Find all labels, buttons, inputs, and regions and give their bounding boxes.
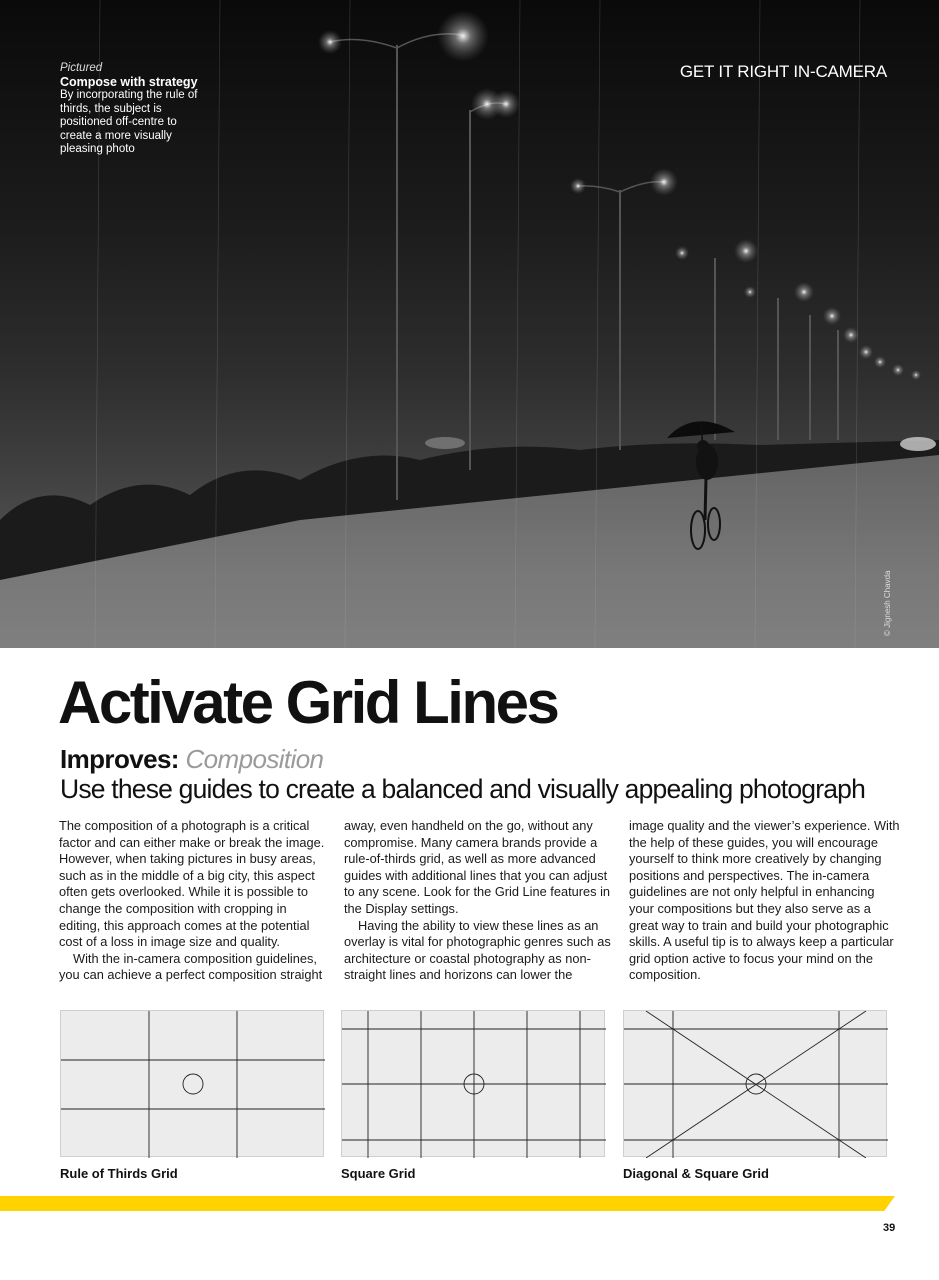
rule-of-thirds-grid-diagram bbox=[60, 1010, 324, 1157]
caption-text: By incorporating the rule of thirds, the subject is positioned off-centre to create a more visually pleasing photo bbox=[60, 89, 198, 155]
rule-of-thirds-grid-lines bbox=[61, 1011, 325, 1158]
paragraph: Having the ability to view these lines as an overlay is vital for photographic genres such as architecture or coastal photography as non-straight lines and horizons can lower the bbox=[344, 917, 611, 983]
grid-label-diagonal-square: Diagonal & Square Grid bbox=[623, 1166, 769, 1181]
square-grid-diagram bbox=[341, 1010, 605, 1157]
improves-value: Composition bbox=[185, 744, 324, 774]
section-label: GET IT RIGHT IN-CAMERA bbox=[679, 62, 887, 81]
accent-stripe bbox=[0, 1196, 895, 1211]
diagonal-square-grid-lines bbox=[624, 1011, 888, 1158]
page-number: 39 bbox=[883, 1222, 896, 1234]
grid-label-rule-of-thirds: Rule of Thirds Grid bbox=[60, 1166, 178, 1181]
standfirst: Use these guides to create a balanced and visually appealing photograph bbox=[60, 774, 866, 804]
square-grid-lines bbox=[342, 1011, 606, 1158]
focus-point-icon bbox=[183, 1074, 203, 1094]
body-column-3 bbox=[629, 818, 901, 984]
caption-kicker: Pictured bbox=[60, 62, 103, 74]
body-column-2 bbox=[344, 818, 616, 984]
paragraph: With the in-camera composition guidelines, you can achieve a perfect composition straight bbox=[59, 950, 323, 983]
diagonal-square-grid-diagram bbox=[623, 1010, 887, 1157]
photo-credit: © Jignesh Chavda bbox=[883, 570, 892, 636]
paragraph: away, even handheld on the go, without any compromise. Many camera brands provide a rule-of-thirds grid, as well as more advanced guides with additional lines that you can adjust to any scene. Look for the Grid Line features in the Display settings. bbox=[344, 818, 611, 916]
improves-line bbox=[60, 742, 323, 776]
paragraph: The composition of a photograph is a critical factor and can either make or break the image. However, when taking pictures in busy areas, such as in the middle of a big city, this aspect often gets overlooked. While it is possible to change the composition with cropping in editing, this approach comes at the potential cost of a loss in image size and quality. bbox=[59, 818, 325, 950]
body-column-1 bbox=[59, 818, 331, 984]
photo-caption bbox=[60, 62, 210, 157]
paragraph: image quality and the viewer’s experience. With the help of these guides, you will encourage yourself to think more creatively by changing positions and perspectives. The in-camera guidelines are not only helpful in enhancing your compositions but they also serve as a great way to train and build your photographic skills. A useful tip is to always keep a particular grid option active to focus your mind on the composition. bbox=[629, 818, 900, 983]
caption-title: Compose with strategy bbox=[60, 74, 198, 89]
grid-label-square: Square Grid bbox=[341, 1166, 416, 1181]
article-title: Activate Grid Lines bbox=[58, 669, 558, 736]
improves-label: Improves: bbox=[60, 744, 179, 774]
